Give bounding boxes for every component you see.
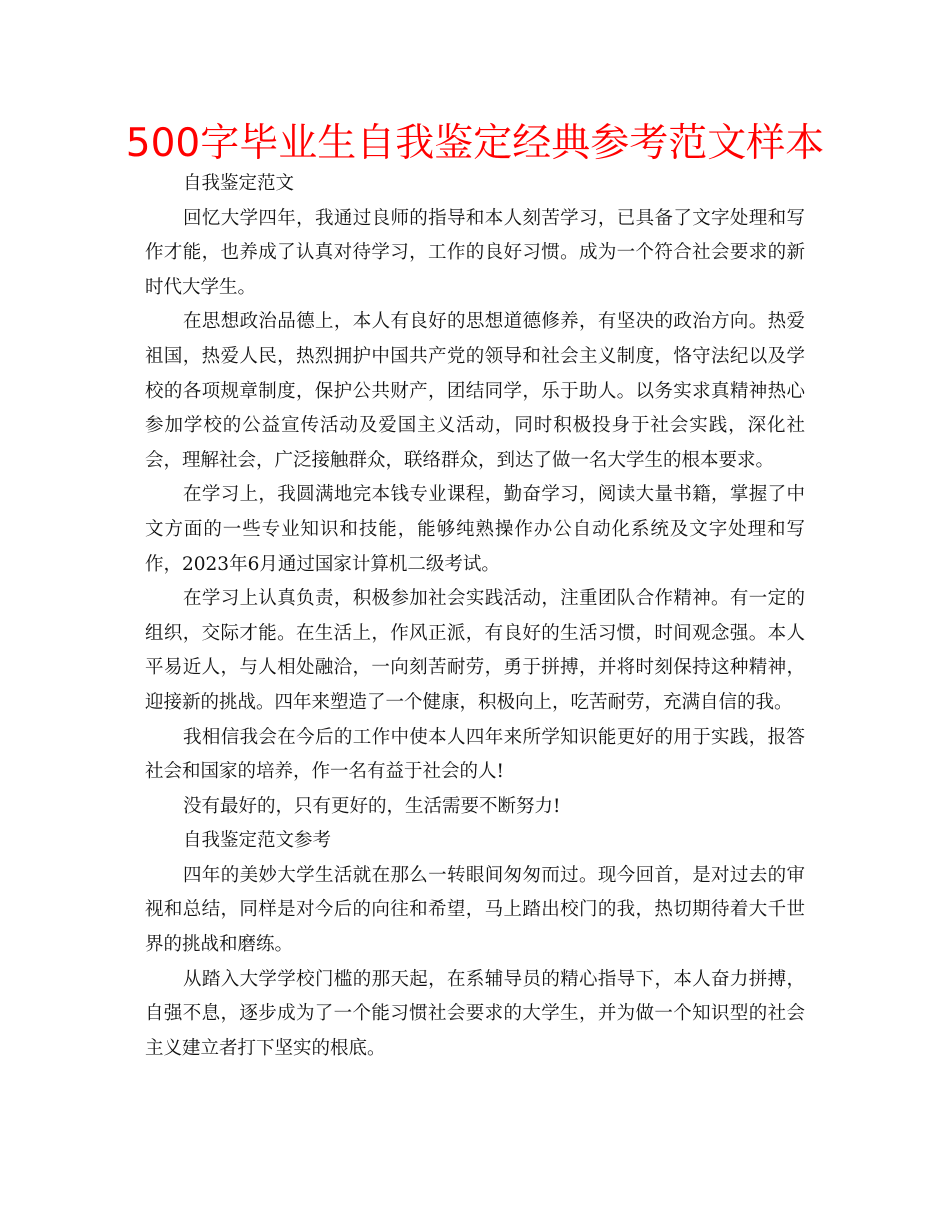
body-paragraph: 我相信我会在今后的工作中使本人四年来所学知识能更好的用于实践，报答社会和国家的培养，作一名有益于社会的人!: [145, 726, 805, 783]
document-title: 500字毕业生自我鉴定经典参考范文样本: [125, 121, 825, 166]
body-paragraph: 在学习上认真负责，积极参加社会实践活动，注重团队合作精神。有一定的组织，交际才能。在生活上，作风正派，有良好的生活习惯，时间观念强。本人平易近人，与人相处融洽，一向刻苦耐劳，勇于拼搏，并将时刻保持这种精神，迎接新的挑战。四年来塑造了一个健康，积极向上，吃苦耐劳，充满自信的我。: [145, 588, 805, 713]
body-paragraph: 回忆大学四年，我通过良师的指导和本人刻苦学习，已具备了文字处理和写作才能，也养成了认真对待学习，工作的良好习惯。成为一个符合社会要求的新时代大学生。: [145, 207, 805, 298]
document-body: [145, 167, 805, 1066]
body-paragraph: 在思想政治品德上，本人有良好的思想道德修养，有坚决的政治方向。热爱祖国，热爱人民，热烈拥护中国共产党的领导和社会主义制度，恪守法纪以及学校的各项规章制度，保护公共财产，团结同学，乐于助人。以务实求真精神热心参加学校的公益宣传活动及爱国主义活动，同时积极投身于社会实践，深化社会，理解社会，广泛接触群众，联络群众，到达了做一名大学生的根本要求。: [145, 311, 805, 471]
section-heading: 自我鉴定范文: [183, 173, 295, 194]
body-paragraph: 没有最好的，只有更好的，生活需要不断努力!: [183, 795, 561, 817]
body-paragraph: 在学习上，我圆满地完本钱专业课程，勤奋学习，阅读大量书籍，掌握了中文方面的一些专业知识和技能，能够纯熟操作办公自动化系统及文字处理和写作，2023年6月通过国家计算机二级考试。: [145, 484, 805, 575]
body-paragraph: 四年的美妙大学生活就在那么一转眼间匆匆而过。现今回首，是对过去的审视和总结，同样是对今后的向往和希望，马上踏出校门的我，热切期待着大千世界的挑战和磨练。: [145, 864, 805, 956]
section-heading: 自我鉴定范文参考: [183, 830, 332, 852]
body-paragraph: 从踏入大学学校门槛的那天起，在系辅导员的精心指导下，本人奋力拼搏，自强不息，逐步成为了一个能习惯社会要求的大学生，并为做一个知识型的社会主义建立者打下坚实的根底。: [145, 968, 805, 1059]
